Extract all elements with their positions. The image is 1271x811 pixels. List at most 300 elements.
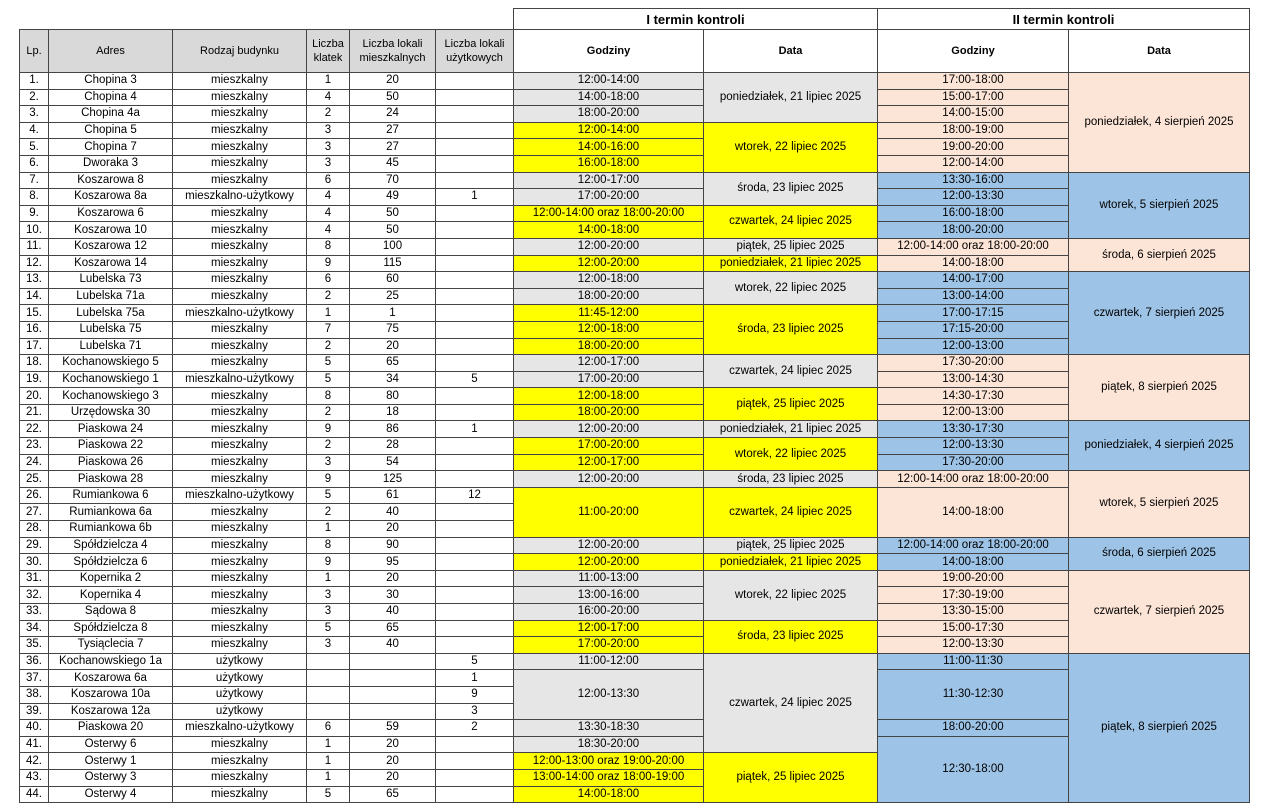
row-number: 29.: [20, 537, 49, 554]
building-type: mieszkalny: [173, 321, 307, 338]
row-number: 25.: [20, 471, 49, 488]
address: Piaskowa 26: [49, 454, 173, 471]
term2-date-cell: środa, 6 sierpień 2025: [1069, 537, 1250, 570]
term2-hours-cell: 14:00-18:00: [878, 255, 1069, 272]
commercial-count: [436, 272, 514, 289]
table-row: [20, 404, 1250, 421]
term1-hours-cell: 12:00-20:00: [514, 471, 704, 488]
building-type: mieszkalny: [173, 554, 307, 571]
table-row: [20, 670, 1250, 687]
row-number: 3.: [20, 106, 49, 123]
term1-date-cell: czwartek, 24 lipiec 2025: [704, 653, 878, 753]
commercial-count: 1: [436, 670, 514, 687]
building-type: użytkowy: [173, 686, 307, 703]
term1-hours-cell: 13:30-18:30: [514, 720, 704, 737]
row-number: 8.: [20, 189, 49, 206]
term1-hours-cell: 17:00-20:00: [514, 189, 704, 206]
row-number: 15.: [20, 305, 49, 322]
commercial-count: [436, 537, 514, 554]
table-row: [20, 720, 1250, 737]
building-type: mieszkalny: [173, 786, 307, 803]
term1-hours-cell: 18:00-20:00: [514, 288, 704, 305]
term2-hours-cell: 13:30-16:00: [878, 172, 1069, 189]
building-type: mieszkalny: [173, 288, 307, 305]
residential-count: 20: [350, 736, 436, 753]
term2-hours-cell: 13:30-15:00: [878, 604, 1069, 621]
building-type: mieszkalny: [173, 454, 307, 471]
staircase-count: 2: [307, 504, 350, 521]
term1-hours-cell: 12:00-20:00: [514, 421, 704, 438]
term2-hours-cell: 12:00-13:30: [878, 189, 1069, 206]
term2-hours-cell: 18:00-19:00: [878, 122, 1069, 139]
staircase-count: [307, 670, 350, 687]
term1-hours-cell: 12:00-14:00: [514, 122, 704, 139]
term1-hours-cell: 12:00-17:00: [514, 620, 704, 637]
building-type: mieszkalny: [173, 537, 307, 554]
row-number: 33.: [20, 604, 49, 621]
residential-count: 75: [350, 321, 436, 338]
building-type: mieszkalny: [173, 404, 307, 421]
row-number: 28.: [20, 521, 49, 538]
row-number: 22.: [20, 421, 49, 438]
term2-hours-cell: 14:00-15:00: [878, 106, 1069, 123]
residential-count: 28: [350, 438, 436, 455]
term1-header: I termin kontroli: [514, 9, 878, 30]
table-row: [20, 321, 1250, 338]
term1-date-cell: piątek, 25 lipiec 2025: [704, 238, 878, 255]
term2-hours-cell: 17:30-19:00: [878, 587, 1069, 604]
term2-date-cell: poniedziałek, 4 sierpień 2025: [1069, 73, 1250, 173]
staircase-count: 3: [307, 604, 350, 621]
residential-count: 24: [350, 106, 436, 123]
address: Chopina 5: [49, 122, 173, 139]
term1-date-cell: poniedziałek, 21 lipiec 2025: [704, 421, 878, 438]
term2-hours-cell: 11:30-12:30: [878, 670, 1069, 720]
residential-count: [350, 670, 436, 687]
term1-hours-cell: 14:00-18:00: [514, 89, 704, 106]
row-number: 42.: [20, 753, 49, 770]
row-number: 27.: [20, 504, 49, 521]
row-number: 14.: [20, 288, 49, 305]
term2-date-cell: czwartek, 7 sierpień 2025: [1069, 570, 1250, 653]
header-adres: Adres: [49, 30, 173, 73]
residential-count: 20: [350, 570, 436, 587]
staircase-count: 8: [307, 537, 350, 554]
row-number: 43.: [20, 769, 49, 786]
building-type: mieszkalny: [173, 205, 307, 222]
row-number: 41.: [20, 736, 49, 753]
table-row: [20, 454, 1250, 471]
building-type: mieszkalny: [173, 73, 307, 90]
building-type: mieszkalny: [173, 172, 307, 189]
staircase-count: 4: [307, 89, 350, 106]
header-klatki: Liczba klatek: [307, 30, 350, 73]
term1-date-cell: poniedziałek, 21 lipiec 2025: [704, 73, 878, 123]
term1-hours-cell: 11:00-20:00: [514, 487, 704, 537]
staircase-count: 8: [307, 388, 350, 405]
staircase-count: 4: [307, 205, 350, 222]
term1-hours-cell: 12:00-14:00 oraz 18:00-20:00: [514, 205, 704, 222]
term-header-row: [20, 9, 1250, 30]
term2-hours-cell: 14:00-18:00: [878, 554, 1069, 571]
residential-count: [350, 703, 436, 720]
commercial-count: [436, 404, 514, 421]
address: Koszarowa 6: [49, 205, 173, 222]
row-number: 32.: [20, 587, 49, 604]
commercial-count: [436, 637, 514, 654]
residential-count: 1: [350, 305, 436, 322]
building-type: mieszkalny: [173, 222, 307, 239]
commercial-count: [436, 255, 514, 272]
table-row: [20, 172, 1250, 189]
term1-hours-cell: 12:00-13:30: [514, 670, 704, 720]
staircase-count: 8: [307, 238, 350, 255]
residential-count: 61: [350, 487, 436, 504]
building-type: mieszkalny: [173, 139, 307, 156]
building-type: mieszkalno-użytkowy: [173, 305, 307, 322]
building-type: mieszkalno-użytkowy: [173, 371, 307, 388]
commercial-count: 9: [436, 686, 514, 703]
address: Koszarowa 6a: [49, 670, 173, 687]
building-type: mieszkalny: [173, 620, 307, 637]
building-type: mieszkalny: [173, 238, 307, 255]
residential-count: 86: [350, 421, 436, 438]
residential-count: 65: [350, 355, 436, 372]
term1-date-cell: wtorek, 22 lipiec 2025: [704, 438, 878, 471]
building-type: mieszkalny: [173, 272, 307, 289]
commercial-count: [436, 238, 514, 255]
term2-date-cell: środa, 6 sierpień 2025: [1069, 238, 1250, 271]
commercial-count: [436, 305, 514, 322]
term1-date-cell: piątek, 25 lipiec 2025: [704, 537, 878, 554]
table-row: [20, 653, 1250, 670]
building-type: mieszkalny: [173, 388, 307, 405]
staircase-count: [307, 653, 350, 670]
commercial-count: [436, 321, 514, 338]
commercial-count: [436, 139, 514, 156]
residential-count: 45: [350, 155, 436, 172]
commercial-count: [436, 155, 514, 172]
address: Piaskowa 28: [49, 471, 173, 488]
term1-date-cell: środa, 23 lipiec 2025: [704, 172, 878, 205]
staircase-count: 3: [307, 637, 350, 654]
address: Lubelska 71a: [49, 288, 173, 305]
term1-hours-cell: 12:00-20:00: [514, 554, 704, 571]
address: Chopina 3: [49, 73, 173, 90]
commercial-count: [436, 736, 514, 753]
address: Koszarowa 12: [49, 238, 173, 255]
building-type: mieszkalno-użytkowy: [173, 189, 307, 206]
building-type: mieszkalny: [173, 89, 307, 106]
term2-hours-cell: 11:00-11:30: [878, 653, 1069, 670]
term1-hours-cell: 16:00-18:00: [514, 155, 704, 172]
building-type: mieszkalny: [173, 355, 307, 372]
term1-hours-cell: 18:00-20:00: [514, 404, 704, 421]
commercial-count: [436, 438, 514, 455]
table-row: [20, 106, 1250, 123]
staircase-count: 9: [307, 255, 350, 272]
commercial-count: 2: [436, 720, 514, 737]
term1-date-cell: czwartek, 24 lipiec 2025: [704, 487, 878, 537]
row-number: 17.: [20, 338, 49, 355]
term1-date-cell: środa, 23 lipiec 2025: [704, 471, 878, 488]
term2-hours-cell: 17:30-20:00: [878, 454, 1069, 471]
schedule-table: [19, 8, 1250, 803]
table-row: [20, 438, 1250, 455]
staircase-count: 6: [307, 720, 350, 737]
row-number: 30.: [20, 554, 49, 571]
address: Koszarowa 10a: [49, 686, 173, 703]
term2-hours-cell: 12:00-13:00: [878, 338, 1069, 355]
term2-hours-cell: 12:00-14:00 oraz 18:00-20:00: [878, 238, 1069, 255]
residential-count: 80: [350, 388, 436, 405]
term1-hours-cell: 17:00-20:00: [514, 438, 704, 455]
row-number: 18.: [20, 355, 49, 372]
table-row: [20, 471, 1250, 488]
row-number: 24.: [20, 454, 49, 471]
commercial-count: [436, 222, 514, 239]
commercial-count: [436, 587, 514, 604]
staircase-count: 3: [307, 454, 350, 471]
row-number: 9.: [20, 205, 49, 222]
address: Chopina 7: [49, 139, 173, 156]
row-number: 13.: [20, 272, 49, 289]
row-number: 11.: [20, 238, 49, 255]
term1-hours-cell: 12:00-13:00 oraz 19:00-20:00: [514, 753, 704, 770]
commercial-count: [436, 89, 514, 106]
row-number: 31.: [20, 570, 49, 587]
term2-hours-cell: 15:00-17:30: [878, 620, 1069, 637]
building-type: mieszkalny: [173, 338, 307, 355]
residential-count: 20: [350, 769, 436, 786]
building-type: mieszkalny: [173, 155, 307, 172]
commercial-count: [436, 769, 514, 786]
residential-count: 65: [350, 620, 436, 637]
address: Osterwy 6: [49, 736, 173, 753]
residential-count: 95: [350, 554, 436, 571]
table-row: [20, 288, 1250, 305]
address: Dworaka 3: [49, 155, 173, 172]
commercial-count: 1: [436, 189, 514, 206]
term2-hours-cell: 17:00-17:15: [878, 305, 1069, 322]
term2-hours-cell: 19:00-20:00: [878, 570, 1069, 587]
row-number: 40.: [20, 720, 49, 737]
residential-count: 49: [350, 189, 436, 206]
building-type: mieszkalny: [173, 753, 307, 770]
row-number: 37.: [20, 670, 49, 687]
term2-hours-cell: 12:00-13:30: [878, 438, 1069, 455]
commercial-count: [436, 205, 514, 222]
term2-hours-cell: 13:30-17:30: [878, 421, 1069, 438]
table-row: [20, 338, 1250, 355]
address: Tysiąclecia 7: [49, 637, 173, 654]
table-row: [20, 487, 1250, 504]
commercial-count: [436, 570, 514, 587]
building-type: mieszkalny: [173, 521, 307, 538]
address: Osterwy 3: [49, 769, 173, 786]
commercial-count: [436, 786, 514, 803]
term1-hours-cell: 11:00-13:00: [514, 570, 704, 587]
table-row: [20, 305, 1250, 322]
table-row: [20, 570, 1250, 587]
term2-date-cell: piątek, 8 sierpień 2025: [1069, 355, 1250, 421]
header-lp: Lp.: [20, 30, 49, 73]
address: Chopina 4: [49, 89, 173, 106]
address: Rumiankowa 6: [49, 487, 173, 504]
address: Kopernika 4: [49, 587, 173, 604]
address: Rumiankowa 6b: [49, 521, 173, 538]
staircase-count: 1: [307, 736, 350, 753]
term2-hours-cell: 17:15-20:00: [878, 321, 1069, 338]
term1-date-cell: wtorek, 22 lipiec 2025: [704, 570, 878, 620]
term1-hours-cell: 11:00-12:00: [514, 653, 704, 670]
residential-count: 18: [350, 404, 436, 421]
term2-date-cell: wtorek, 5 sierpień 2025: [1069, 172, 1250, 238]
staircase-count: 4: [307, 189, 350, 206]
commercial-count: [436, 454, 514, 471]
address: Kochanowskiego 1: [49, 371, 173, 388]
address: Spółdzielcza 4: [49, 537, 173, 554]
term1-hours-cell: 12:00-17:00: [514, 172, 704, 189]
row-number: 38.: [20, 686, 49, 703]
residential-count: 40: [350, 504, 436, 521]
staircase-count: 4: [307, 222, 350, 239]
staircase-count: 5: [307, 786, 350, 803]
residential-count: 34: [350, 371, 436, 388]
building-type: mieszkalny: [173, 769, 307, 786]
term1-hours-cell: 12:00-18:00: [514, 388, 704, 405]
building-type: mieszkalny: [173, 106, 307, 123]
row-number: 35.: [20, 637, 49, 654]
term1-hours-cell: 12:00-14:00: [514, 73, 704, 90]
building-type: mieszkalny: [173, 587, 307, 604]
term1-hours-cell: 12:00-20:00: [514, 238, 704, 255]
address: Lubelska 75: [49, 321, 173, 338]
staircase-count: 6: [307, 172, 350, 189]
row-number: 34.: [20, 620, 49, 637]
address: Kochanowskiego 5: [49, 355, 173, 372]
term2-hours-cell: 14:00-17:00: [878, 272, 1069, 289]
staircase-count: 1: [307, 73, 350, 90]
building-type: mieszkalny: [173, 421, 307, 438]
term1-hours-cell: 12:00-20:00: [514, 255, 704, 272]
residential-count: 115: [350, 255, 436, 272]
residential-count: 20: [350, 73, 436, 90]
residential-count: 90: [350, 537, 436, 554]
table-row: [20, 421, 1250, 438]
residential-count: 20: [350, 338, 436, 355]
term1-date-cell: piątek, 25 lipiec 2025: [704, 753, 878, 803]
staircase-count: 3: [307, 587, 350, 604]
term2-hours-cell: 12:00-14:00 oraz 18:00-20:00: [878, 537, 1069, 554]
row-number: 16.: [20, 321, 49, 338]
term2-date-cell: piątek, 8 sierpień 2025: [1069, 653, 1250, 802]
term1-hours-cell: 14:00-16:00: [514, 139, 704, 156]
header-term1-data: Data: [704, 30, 878, 73]
term1-date-cell: wtorek, 22 lipiec 2025: [704, 122, 878, 172]
residential-count: 65: [350, 786, 436, 803]
residential-count: 54: [350, 454, 436, 471]
term2-date-cell: czwartek, 7 sierpień 2025: [1069, 272, 1250, 355]
commercial-count: [436, 521, 514, 538]
staircase-count: 1: [307, 769, 350, 786]
building-type: mieszkalny: [173, 736, 307, 753]
table-row: [20, 222, 1250, 239]
staircase-count: 2: [307, 106, 350, 123]
staircase-count: 9: [307, 554, 350, 571]
term2-hours-cell: 18:00-20:00: [878, 720, 1069, 737]
address: Koszarowa 8: [49, 172, 173, 189]
term1-hours-cell: 12:00-18:00: [514, 272, 704, 289]
term2-hours-cell: 12:00-13:00: [878, 404, 1069, 421]
building-type: mieszkalny: [173, 471, 307, 488]
table-row: [20, 272, 1250, 289]
commercial-count: [436, 604, 514, 621]
address: Sądowa 8: [49, 604, 173, 621]
address: Koszarowa 10: [49, 222, 173, 239]
residential-count: 100: [350, 238, 436, 255]
term1-hours-cell: 12:00-20:00: [514, 537, 704, 554]
row-number: 26.: [20, 487, 49, 504]
commercial-count: 3: [436, 703, 514, 720]
table-row: [20, 205, 1250, 222]
header-term2-godziny: Godziny: [878, 30, 1069, 73]
table-row: [20, 155, 1250, 172]
address: Koszarowa 8a: [49, 189, 173, 206]
commercial-count: [436, 288, 514, 305]
building-type: mieszkalny: [173, 637, 307, 654]
address: Koszarowa 12a: [49, 703, 173, 720]
term2-hours-cell: 18:00-20:00: [878, 222, 1069, 239]
building-type: mieszkalno-użytkowy: [173, 487, 307, 504]
term1-hours-cell: 17:00-20:00: [514, 371, 704, 388]
commercial-count: [436, 504, 514, 521]
staircase-count: 2: [307, 438, 350, 455]
term1-hours-cell: 14:00-18:00: [514, 222, 704, 239]
building-type: mieszkalno-użytkowy: [173, 720, 307, 737]
commercial-count: 1: [436, 421, 514, 438]
commercial-count: [436, 172, 514, 189]
header-rodzaj: Rodzaj budynku: [173, 30, 307, 73]
term1-hours-cell: 12:00-17:00: [514, 355, 704, 372]
header-term2-data: Data: [1069, 30, 1250, 73]
term1-date-cell: środa, 23 lipiec 2025: [704, 305, 878, 355]
term1-hours-cell: 12:00-17:00: [514, 454, 704, 471]
row-number: 44.: [20, 786, 49, 803]
address: Lubelska 75a: [49, 305, 173, 322]
row-number: 2.: [20, 89, 49, 106]
table-row: [20, 371, 1250, 388]
staircase-count: [307, 686, 350, 703]
address: Piaskowa 20: [49, 720, 173, 737]
staircase-count: 6: [307, 272, 350, 289]
commercial-count: [436, 73, 514, 90]
row-number: 5.: [20, 139, 49, 156]
residential-count: 27: [350, 122, 436, 139]
term2-hours-cell: 16:00-18:00: [878, 205, 1069, 222]
term2-hours-cell: 14:00-18:00: [878, 487, 1069, 537]
table-row: [20, 355, 1250, 372]
term2-hours-cell: 12:30-18:00: [878, 736, 1069, 802]
staircase-count: 1: [307, 570, 350, 587]
table-row: [20, 388, 1250, 405]
address: Lubelska 73: [49, 272, 173, 289]
staircase-count: 7: [307, 321, 350, 338]
term1-date-cell: czwartek, 24 lipiec 2025: [704, 355, 878, 388]
term1-hours-cell: 13:00-14:00 oraz 18:00-19:00: [514, 769, 704, 786]
address: Kochanowskiego 3: [49, 388, 173, 405]
term1-hours-cell: 11:45-12:00: [514, 305, 704, 322]
